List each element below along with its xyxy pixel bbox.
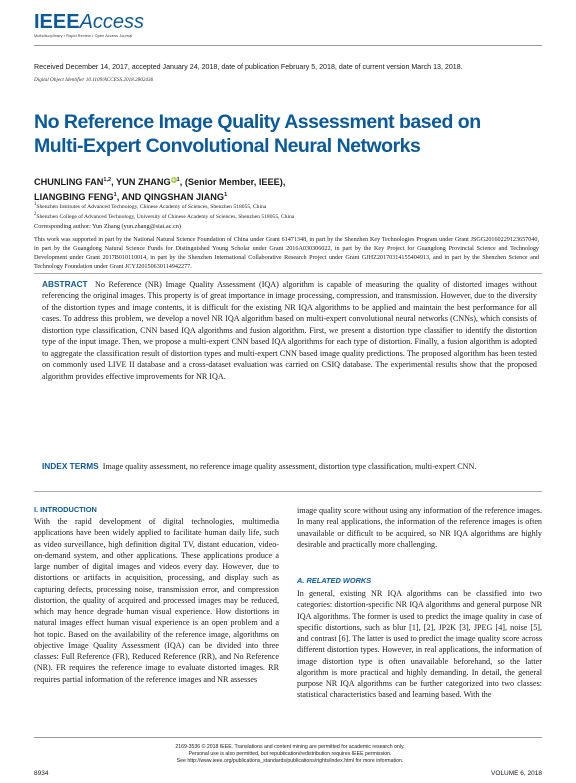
funding-statement: This work was supported in part by the National Natural Science Foundation of China under Grant 61471348, in part by the Shenzhen Key Technologies Program under Grant JSGG20160229123657040, in part by the Guangdong Natural Science Funds for Distinguished Young Scholar under Grant 2016A030306022, in part by the Key Project for Guangdong Provincial Science and Technology Development under Grant 2017B010110014, in part by the Shenzhen International Collaborative Research Project under Grant GJHZ20170314155404913, and in part by the Shenzhen Science and Technology Foundation under Grant JCYJ20150630114942277. — [34, 237, 539, 270]
logo-tagline: Multidisciplinary • Rapid Review • Open Access Journal — [34, 34, 133, 38]
right-column-text-bottom: In general, existing NR IQA algorithms can be classified into two categories: distortion-specific NR IQA algorithms and general purpose NR IQA algorithms. The former is used to predict the image quality in case of specific distortions, such as blur [1], [2], JP2K [3], JPEG [4], noise [5], and contrast [6]. The latter is used to predict the image quality score across different distortion types. However, in real applications, the information of image distortion type is often unavailable beforehand, so the latter algorithm is more practical and highly demanding. In detail, the general purpose NR IQA algorithms can be further categorized into two classes: statistical characteristics based and learning based. With the — [297, 589, 542, 700]
paper-title: No Reference Image Quality Assessment based on Multi-Expert Convolutional Neural Networks — [34, 111, 481, 157]
index-terms-label: INDEX TERMS — [42, 461, 99, 471]
abstract-top-divider — [34, 273, 542, 274]
author-affil-sup: 1 — [224, 192, 228, 199]
corresponding-author: Corresponding author: Yun Zhang (yun.zhang@siat.ac.cn) — [34, 223, 182, 230]
author-affil-sup: 1,2 — [103, 177, 112, 183]
header-divider — [34, 45, 542, 46]
affiliation-line: $^1$Shenzhen Institutes of Advanced Technology, Chinese Academy of Sciences, Shenzhen 518055, China — [34, 202, 267, 210]
abstract-text: No Reference (NR) Image Quality Assessment (IQA) algorithm is capable of measuring the quality of distorted images without referencing the original images. This property is of great importance in image processing, compression, and transmission. However, due to the diversity of the distortion types and image contents, it is difficult for the existing NR IQA algorithms to be applied and maintain the best performance for all cases. To address this problem, we develop a novel NR IQA algorithm based on multi-expert convolutional neural networks (CNNs), which consists of distortion type classification, CNN based IQA algorithms and fusion algorithm. First, we present a distortion type classifier to identify the distortion type of the input image. Then, we propose a multi-expert CNN based IQA algorithms for each type of distortion. Finally, a fusion algorithm is adopted to aggregate the classification result of distortion types and multi-expert CNN based image quality predictions. The proposed algorithm has been tested on commonly used LIVE II database and a cross-dataset evaluation was carried on CSIQ database. The experimental results show that the proposed algorithm provides effective improvements for NR IQA. — [42, 280, 538, 381]
license-line: Personal use is also permitted, but republication/redistribution requires IEEE permission. — [188, 751, 392, 757]
author-name: LIANGBING FENG — [34, 192, 114, 203]
doi-identifier: Digital Object Identifier 10.1109/ACCESS.2018.2802436 — [34, 77, 154, 83]
orcid-icon[interactable]: iD — [171, 177, 176, 182]
index-terms-block — [42, 461, 537, 472]
author-list: CHUNLING FAN$^{1,2}$, YUN ZHANGiD$^1$, (Senior Member, IEEE), LIANGBING FENG$^1$, AND QINGSHAN JIANG$^1$ — [34, 177, 286, 203]
section-heading-introduction: I. INTRODUCTION — [34, 505, 97, 514]
license-notice — [140, 744, 440, 765]
abstract-bottom-divider — [34, 491, 542, 492]
author-name: YUN ZHANG — [116, 177, 171, 188]
logo-bold-text: IEEE — [34, 11, 80, 33]
ieee-access-logo — [34, 12, 154, 42]
subsection-heading-related-works: A. RELATED WORKS — [297, 576, 372, 585]
author-name: CHUNLING FAN — [34, 177, 104, 188]
author-name: AND QINGSHAN JIANG — [121, 192, 225, 203]
license-line: 2169-3536 © 2018 IEEE. Translations and content mining are permitted for academic research only. — [175, 744, 405, 750]
author-role: , (Senior Member, IEEE), — [179, 177, 286, 188]
right-column-text-top: image quality score without using any information of the reference images. In many real applications, the information of the reference images is often unavailable or difficult to be acquired, so NR IQA algorithms are highly desirable and practically more challenging. — [297, 506, 542, 549]
affiliations — [34, 201, 534, 222]
author-affil-sup: 1 — [113, 192, 117, 199]
license-link[interactable]: See http://www.ieee.org/publications_standards/publications/rights/index.html for more information. — [176, 758, 404, 764]
abstract-block — [42, 279, 537, 382]
volume-info: VOLUME 6, 2018 — [491, 770, 542, 777]
footer-divider — [34, 737, 542, 738]
publication-dates: Received December 14, 2017, accepted January 24, 2018, date of publication February 5, 2018, date of current version March 13, 2018. — [34, 63, 463, 71]
abstract-label: ABSTRACT — [42, 279, 88, 289]
logo-light-text: Access — [79, 11, 145, 33]
affiliation-line: $^2$Shenzhen College of Advanced Technology, University of Chinese Academy of Sciences, Shenzhen 518055, China — [34, 212, 295, 221]
index-terms-text: Image quality assessment, no reference image quality assessment, distortion type classification, multi-expert CNN. — [102, 462, 477, 471]
page-number: 8934 — [34, 770, 49, 777]
author-affil-sup: 1 — [176, 177, 180, 183]
left-column-text: With the rapid development of digital technologies, multimedia applications have been widely applied to facilitate human daily life, such as video surveillance, high definition digital TV, distant education, video-on-demand system, and other applications. These applications produce a large number of digital images and videos every day. However, due to distortions or artifacts in acquisition, processing, and display such as capturing defects, processing noise, transmission error, and compression distortion, the quality of acquired and processed images may be reduced, which may hence degrade human visual experience. How distortions in natural images effect human visual experience is an open problem and a hot topic. Based on the availability of the reference image, algorithms on objective Image Quality Assessment (IQA) can be divided into three classes: Full Reference (FR), Reduced Reference (RR), and No Reference (NR). FR requires the reference image to evaluate distorted images. RR requires partial information of the reference images and NR assesses — [34, 517, 279, 684]
